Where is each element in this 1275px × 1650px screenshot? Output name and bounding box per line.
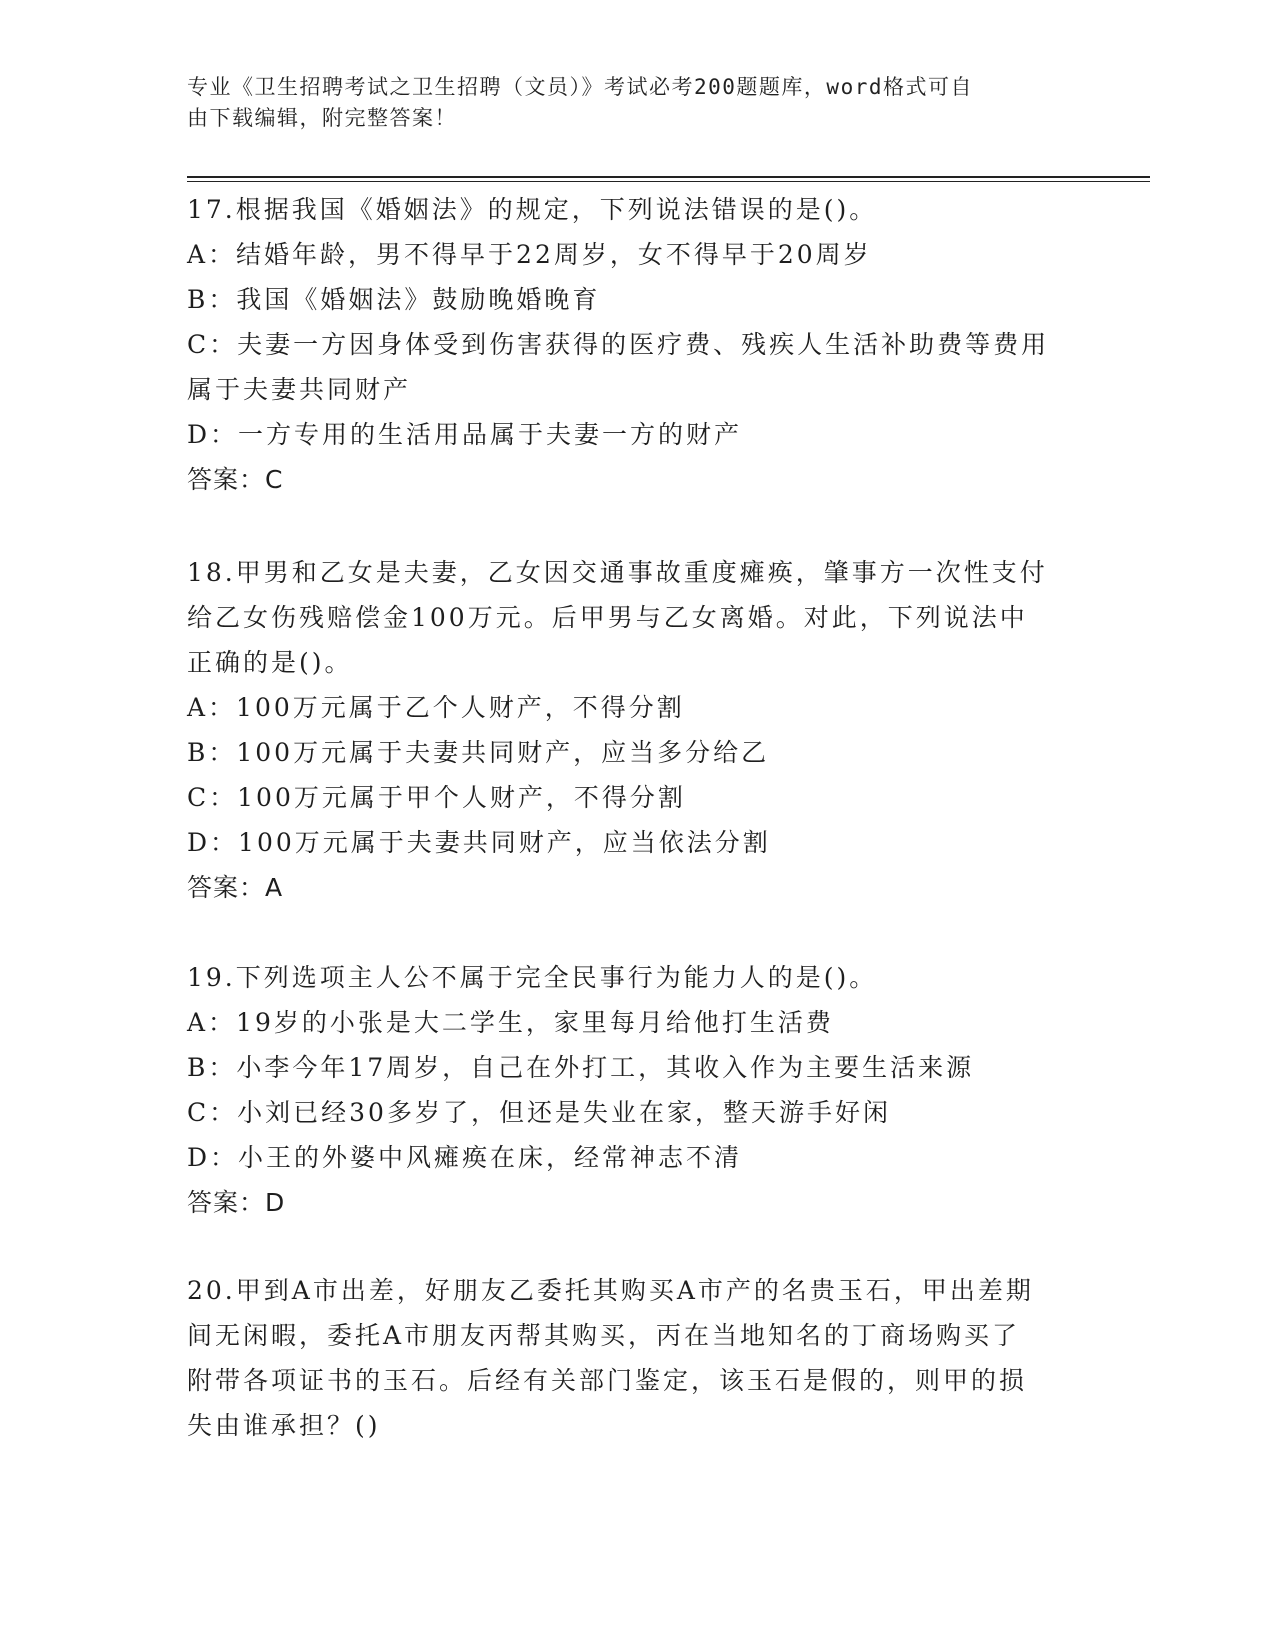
option-a: A：结婚年龄，男不得早于22周岁，女不得早于20周岁 xyxy=(187,240,872,269)
question-stem-continued: 正确的是()。 xyxy=(187,648,353,677)
option-c: C：小刘已经30多岁了，但还是失业在家，整天游手好闲 xyxy=(187,1098,891,1127)
question-stem-continued: 失由谁承担？() xyxy=(187,1411,381,1440)
option-c: C：夫妻一方因身体受到伤害获得的医疗费、残疾人生活补助费等费用 xyxy=(187,330,1050,359)
option-c: C：100万元属于甲个人财产，不得分割 xyxy=(187,783,686,812)
header-line: 专业《卫生招聘考试之卫生招聘（文员）》考试必考200题题库，word格式可自 xyxy=(187,75,973,99)
option-d: D：100万元属于夫妻共同财产，应当依法分割 xyxy=(187,828,771,857)
option-a: A：100万元属于乙个人财产，不得分割 xyxy=(187,693,685,722)
option-d: D：一方专用的生活用品属于夫妻一方的财产 xyxy=(187,420,743,449)
answer: 答案：C xyxy=(187,465,284,494)
question-stem: 20.甲到A市出差，好朋友乙委托其购买A市产的名贵玉石，甲出差期 xyxy=(187,1276,1034,1305)
option-a: A：19岁的小张是大二学生，家里每月给他打生活费 xyxy=(187,1008,834,1037)
question-18 xyxy=(187,550,1087,910)
question-17 xyxy=(187,187,1087,502)
question-stem: 18.甲男和乙女是夫妻，乙女因交通事故重度瘫痪，肇事方一次性支付 xyxy=(187,558,1048,587)
option-d: D：小王的外婆中风瘫痪在床，经常神志不清 xyxy=(187,1143,743,1172)
question-19 xyxy=(187,955,1087,1225)
option-b: B：100万元属于夫妻共同财产，应当多分给乙 xyxy=(187,738,770,767)
option-b: B：小李今年17周岁，自己在外打工，其收入作为主要生活来源 xyxy=(187,1053,975,1082)
header-divider-thick xyxy=(187,176,1150,178)
option-c-continued: 属于夫妻共同财产 xyxy=(187,375,412,404)
question-stem: 19.下列选项主人公不属于完全民事行为能力人的是()。 xyxy=(187,963,878,992)
question-stem-continued: 附带各项证书的玉石。后经有关部门鉴定，该玉石是假的，则甲的损 xyxy=(187,1366,1028,1395)
document-header xyxy=(187,72,1067,134)
question-stem-continued: 给乙女伤残赔偿金100万元。后甲男与乙女离婚。对此，下列说法中 xyxy=(187,603,1028,632)
header-line: 由下载编辑，附完整答案！ xyxy=(187,106,457,130)
question-stem-continued: 间无闲暇，委托A市朋友丙帮其购买，丙在当地知名的丁商场购买了 xyxy=(187,1321,1021,1350)
answer: 答案：D xyxy=(187,1188,286,1217)
question-20 xyxy=(187,1268,1087,1448)
answer: 答案：A xyxy=(187,873,284,902)
header-divider-thin xyxy=(187,181,1150,182)
question-stem: 17.根据我国《婚姻法》的规定，下列说法错误的是()。 xyxy=(187,195,878,224)
option-b: B：我国《婚姻法》鼓励晚婚晚育 xyxy=(187,285,601,314)
